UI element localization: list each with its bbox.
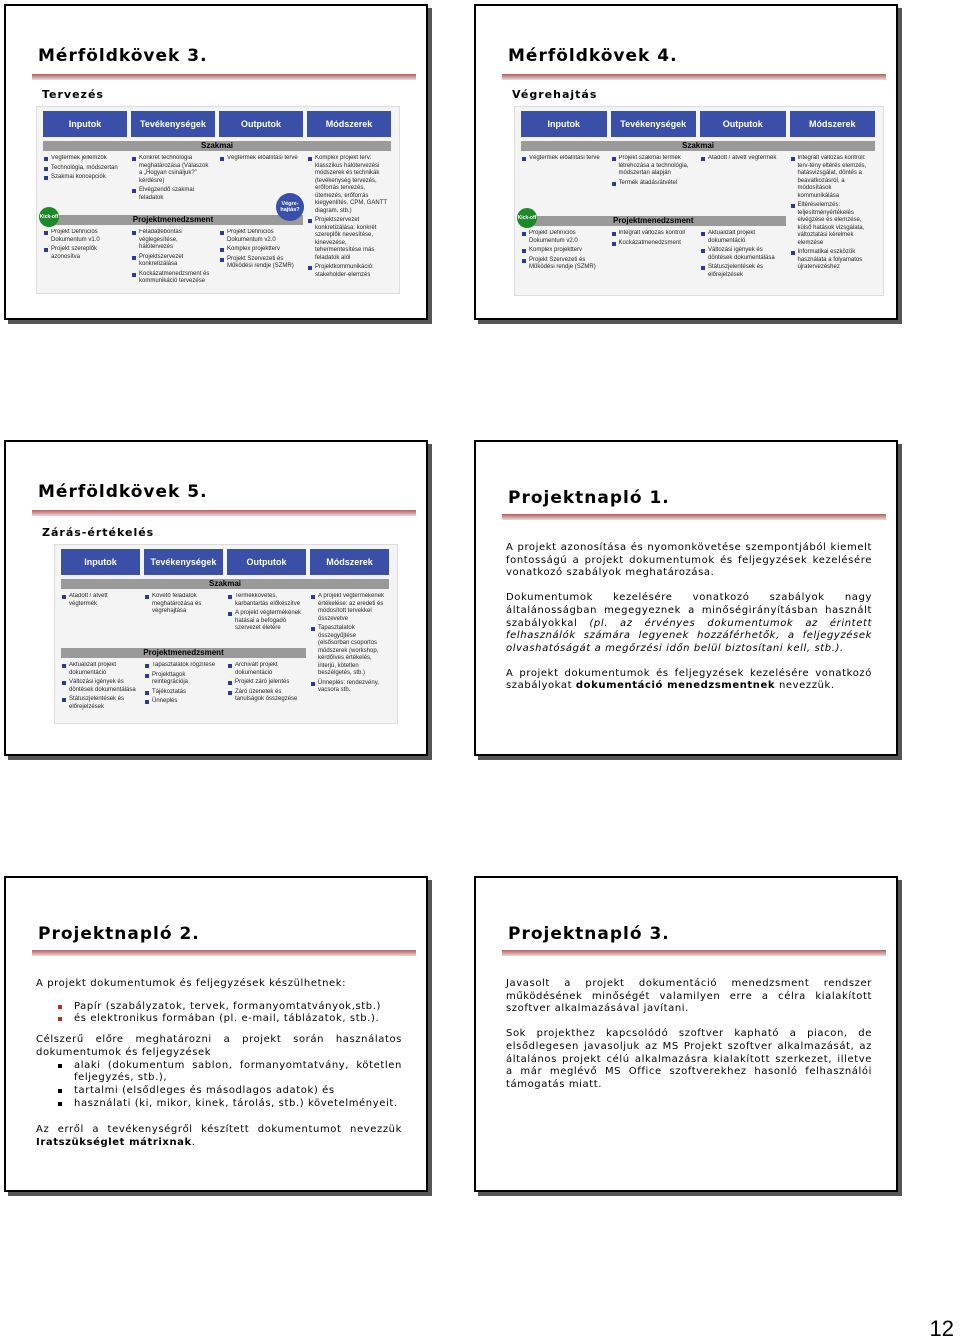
diagram-item: Kockázatmenedzsment [612, 240, 694, 248]
diagram-activities-professional [132, 155, 212, 211]
diagram-activities-professional [145, 593, 220, 644]
title-underline [502, 74, 886, 80]
diagram-column-header: Tevékenységek [144, 549, 223, 575]
diagram-item: Végtermék jellemzők [44, 155, 124, 163]
italic-run: (pl. az érvényes dokumentumok az érintett felhasználók számára legyenek hozzáférhetők, a feljegyzések olvashatóságát a megőrzési időn belül biztosítani kell, stb.). [506, 617, 873, 654]
diagram-item: Státuszjelentések és előrejelzések [62, 696, 137, 711]
bullet-list [36, 1060, 402, 1111]
diagram-item: Projekt Definíciós Dokumentum v2.0 [220, 229, 300, 244]
execution-badge: Végre-hajtás? [276, 193, 304, 221]
diagram-inputs-management [62, 662, 137, 719]
slide-body [506, 542, 872, 705]
diagram-band-management: Projektmenedzsment [521, 216, 786, 226]
list-item: és elektronikus formában (pl. e-mail, táblázatok, stb.). [74, 1013, 402, 1026]
diagram-outputs-management [701, 230, 783, 291]
diagram-outputs-management [220, 229, 300, 289]
diagram-item: Végtermék előállítási terve [522, 155, 604, 163]
text-run: A projekt dokumentumok és feljegyzések kezelésére vonatkozó szabályokat [506, 667, 872, 692]
diagram-item: Informatikai eszközök használata a folyamatos újratervezéshez [791, 249, 873, 272]
diagram-item: Ünneplés [145, 698, 220, 706]
diagram-item: Tájékoztatás [145, 689, 220, 697]
text-run: . [191, 1137, 196, 1149]
slide-milestones-3 [4, 4, 428, 320]
paragraph: Javasolt a projekt dokumentáció menedzsment rendszer működésének minőségét valamilyen erre a célra kialakított szoftver alkalmazásával javítani. [506, 978, 872, 1015]
title-underline [32, 510, 416, 516]
kick-off-badge: Kick-off [39, 207, 59, 227]
diagram-band-management: Projektmenedzsment [43, 215, 303, 225]
diagram-column-header: Outputok [700, 111, 786, 137]
slide-title: Projektnapló 2. [38, 924, 200, 944]
diagram-item: Projekt Definíciós Dokumentum v2.0 [522, 230, 604, 245]
slide-subtitle: Végrehajtás [512, 88, 598, 101]
list-item: alaki (dokumentum sablon, formanyomtatvány, kötetlen feljegyzés, stb.), [74, 1059, 402, 1084]
diagram-item: Komplex projektterv [220, 246, 300, 254]
slide-title: Mérföldkövek 5. [38, 482, 208, 502]
diagram-item: Komplex projekt terv: klasszikus hálótervezési módszerek és technikák (tevékenység tervezés, erőforrás tervezés, ütemezés, erőforrás kiegyenlítés, CPM, GANTT diagram, stb.) [308, 155, 388, 215]
diagram-column-header: Tevékenységek [611, 111, 697, 137]
diagram-band-professional: Szakmai [61, 579, 389, 589]
diagram-item: Projekttagok reintegrációja [145, 672, 220, 687]
diagram-item: Projekt Definíciós Dokumentum v1.0 [44, 229, 124, 244]
diagram-column-header: Tevékenységek [131, 111, 215, 137]
bullet-list [36, 1001, 402, 1026]
diagram-activities-management [612, 230, 694, 291]
diagram-item: Termékkövetés, karbantartás előkészítve [228, 593, 303, 608]
list-item: tartalmi (elsődleges és másodlagos adatok) és [74, 1085, 402, 1098]
diagram-item: Komplex projektterv [522, 247, 604, 255]
slide-title: Mérföldkövek 4. [508, 46, 678, 66]
text-run: Dokumentumok kezelésére vonatkozó szabályok nagy általánosságban megegyeznek a minőségirányításban használt szabályokkal [506, 592, 872, 629]
paragraph: A projekt azonosítása és nyomonkövetése szempontjából kiemelt fontosságú a projekt dokumentumok és feljegyzések kezelésére vonatkozó szabályok meghatározása. [506, 542, 872, 579]
diagram-outputs-professional [228, 593, 303, 644]
diagram-item: Projekt szakmai termék létrehozása a technológia, módszertan alapján [612, 155, 694, 178]
diagram-item: Integrált változás kontroll [612, 230, 694, 238]
diagram-methods [308, 155, 388, 289]
diagram-column-header: Outputok [227, 549, 306, 575]
paragraph: Célszerű előre meghatározni a projekt során használatos dokumentumok és feljegyzések [36, 1034, 402, 1058]
milestone-diagram [54, 544, 398, 724]
title-underline [32, 74, 416, 80]
diagram-item: Átadott / átvett végtermék [62, 593, 137, 608]
diagram-item: Eltéréselemzés: teljesítményértékelés elvégzése és elemzése, külső hatások vizsgálata, változtatási kérelmek elemzése [791, 202, 873, 247]
diagram-inputs-management [522, 230, 604, 291]
slide-body [36, 978, 402, 1150]
diagram-item: Projekt Szervezeti és Működési rendje (SZMR) [522, 257, 604, 272]
diagram-item: Záró üzenetek és tanulságok összegzése [228, 689, 303, 704]
paragraph [36, 1124, 402, 1149]
diagram-column-header: Inputok [43, 111, 127, 137]
milestone-diagram [514, 106, 884, 296]
diagram-column-header: Inputok [521, 111, 607, 137]
text-run: Az erről a tevékenységről készített dokumentumot nevezzük [36, 1124, 402, 1136]
diagram-item: Kockázatmenedzsment és kommunikáció tervezése [132, 271, 212, 286]
text-run: nevezzük. [775, 680, 835, 692]
diagram-item: Szakmai koncepciók [44, 174, 124, 182]
slide-body [506, 978, 872, 1104]
diagram-item: A projekt végtermékének értékelése: az eredeti és módosított tervekkel összevetve [311, 593, 386, 623]
diagram-item: Projekt Szervezeti és Működési rendje (SZMR) [220, 256, 300, 271]
diagram-item: Termék átadás/átvétel [612, 180, 694, 188]
diagram-inputs-professional [62, 593, 137, 644]
diagram-item: Aktualizált projekt dokumentáció [701, 230, 783, 245]
slide-subtitle: Tervezés [42, 88, 104, 101]
diagram-item: A projekt végtermékének hatásai a befogadó szervezet életére [228, 610, 303, 633]
diagram-item: Követő feladatok meghatározása és végrehajtása [145, 593, 220, 616]
diagram-inputs-professional [44, 155, 124, 211]
milestone-diagram [36, 106, 400, 294]
slide-subtitle: Zárás-értékelés [42, 526, 155, 539]
kick-off-badge: Kick-off [517, 208, 537, 228]
diagram-item: Projektkommunikáció: stakeholder-elemzés [308, 264, 388, 279]
diagram-item: Átadott / átvett végtermék [701, 155, 783, 163]
paragraph [506, 668, 872, 693]
bold-term: dokumentáció menedzsmentnek [575, 680, 776, 692]
diagram-methods [791, 155, 873, 291]
diagram-activities-management [132, 229, 212, 289]
slide-milestones-4 [474, 4, 898, 320]
diagram-column-header: Outputok [219, 111, 303, 137]
diagram-inputs-professional [522, 155, 604, 212]
diagram-outputs-professional [701, 155, 783, 212]
diagram-item: Végtermék előállítási terve [220, 155, 300, 163]
diagram-item: Konkrét technológia meghatározása (Válaszok a „Hogyan csináljuk?” kérdésre) [132, 155, 212, 185]
diagram-item: Változási igények és döntések dokumentálása [62, 679, 137, 694]
diagram-item: Elvégzendő szakmai feladatok [132, 187, 212, 202]
slide-project-log-2 [4, 876, 428, 1192]
title-underline [502, 950, 886, 956]
diagram-column-header: Módszerek [310, 549, 389, 575]
diagram-item: Tapasztalatok összegyűjtése (elsősorban csoportos módszerek (workshop, kérdőíves értékelés, interjú, kötetlen beszélgetés, stb.) [311, 625, 386, 678]
diagram-activities-management [145, 662, 220, 719]
diagram-column-header: Módszerek [790, 111, 876, 137]
diagram-activities-professional [612, 155, 694, 212]
diagram-column-header: Inputok [61, 549, 140, 575]
diagram-inputs-management [44, 229, 124, 289]
slide-project-log-3 [474, 876, 898, 1192]
diagram-outputs-management [228, 662, 303, 719]
list-item: Papír (szabályzatok, tervek, formanyomtatványok,stb.) [74, 1001, 402, 1014]
diagram-item: Projektszervezet konkretizálása [132, 254, 212, 269]
diagram-item: Projektszervezet konkretizálása: konkrét szereplők nevesítése, kinevezése, tehermentesítése más feladatok alól [308, 217, 388, 262]
slide-title: Projektnapló 1. [508, 488, 670, 508]
diagram-band-management: Projektmenedzsment [61, 648, 306, 658]
diagram-band-professional: Szakmai [43, 141, 391, 151]
diagram-item: Tapasztalatok rögzítése [145, 662, 220, 670]
diagram-methods [311, 593, 386, 719]
slide-project-log-1 [474, 440, 898, 756]
diagram-item: Projekt szereplők azonosítva [44, 246, 124, 261]
list-item: használati (ki, mikor, kinek, tárolás, stb.) követelményeit. [74, 1098, 402, 1111]
diagram-column-header: Módszerek [307, 111, 391, 137]
slide-title: Projektnapló 3. [508, 924, 670, 944]
diagram-item: Ünneplés: rendezvény, vacsora stb. [311, 680, 386, 695]
diagram-band-professional: Szakmai [521, 141, 875, 151]
diagram-item: Feladatlebontás véglegesítése, hálótervezés [132, 229, 212, 252]
paragraph: Sok projekthez kapcsolódó szoftver kapható a piacon, de elsődlegesen javasoljuk az MS Projekt szoftver alkalmazását, az általános projekt célú alkalmazásra kialakított szerkezet, illetve a már meglévő MS Office szoftverekhez hasonló felhasználói támogatás miatt. [506, 1028, 872, 1090]
title-underline [502, 514, 886, 520]
diagram-item: Projekt záró jelentés [228, 679, 303, 687]
page-number: 12 [929, 1316, 954, 1341]
slide-milestones-5 [4, 440, 428, 756]
bold-term: Iratszükséglet mátrixnak [36, 1137, 192, 1149]
paragraph [506, 592, 872, 656]
diagram-item: Változási igények és döntések dokumentálása [701, 247, 783, 262]
diagram-item: Integrált változás kontroll: terv-tény eltérés elemzés, hatásvizsgálat, döntés a beavatkozásról, a módosítások kommunikálása [791, 155, 873, 200]
diagram-item: Technológia, módszertan [44, 165, 124, 173]
diagram-item: Aktualizált projekt dokumentáció [62, 662, 137, 677]
slide-title: Mérföldkövek 3. [38, 46, 208, 66]
paragraph: A projekt dokumentumok és feljegyzések készülhetnek: [36, 978, 347, 989]
diagram-item: Státuszjelentések és előrejelzések [701, 264, 783, 279]
diagram-item: Archivált projekt dokumentáció [228, 662, 303, 677]
title-underline [32, 950, 416, 956]
